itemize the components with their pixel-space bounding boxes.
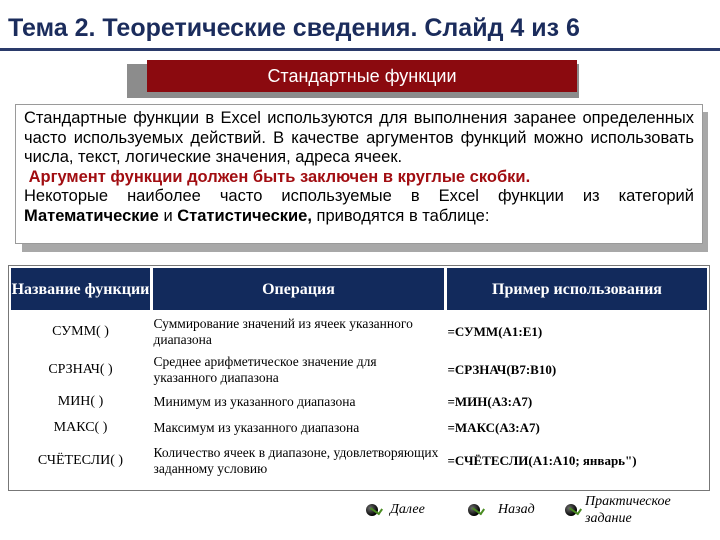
function-example: =СУММ(А1:Е1): [447, 324, 543, 339]
info-text: приводятся в таблице:: [311, 206, 490, 225]
function-name: МИН( ): [57, 394, 104, 409]
table-row: [10, 415, 709, 441]
info-paragraph-1: Стандартные функции в Excel используются для выполнения заранее определенных часто используемых действий. В качестве аргументов функций можно использовать числа, текст, логические значения, адреса ячеек.: [24, 109, 694, 166]
header-operation: Операция: [152, 267, 446, 312]
function-operation: Суммирование значений из ячеек указанного диапазона: [153, 316, 413, 347]
info-bold-stat: Статистические,: [177, 206, 312, 225]
table-header-row: [10, 267, 709, 312]
header-example: Пример использования: [446, 267, 709, 312]
functions-table: [8, 265, 710, 490]
function-example: =СЧЁТЕСЛИ(А1:А10; январь"): [447, 453, 637, 468]
info-text: и: [158, 206, 178, 225]
function-operation: Среднее арифметическое значение для указанного диапазона: [153, 354, 377, 385]
checkmark-bullet-icon: [565, 504, 577, 516]
title-divider: [0, 48, 720, 51]
section-banner: Стандартные функции: [147, 60, 577, 92]
function-example: =МИН(А3:А7): [447, 394, 533, 409]
practice-link[interactable]: [565, 490, 695, 530]
function-example: =СРЗНАЧ(В7:В10): [447, 362, 557, 377]
info-text: Некоторые наиболее часто используемые в Excel функции из категорий: [24, 187, 694, 205]
checkmark-bullet-icon: [366, 504, 378, 516]
table-row: [10, 441, 709, 481]
function-operation: Минимум из указанного диапазона: [153, 394, 356, 409]
function-name: СУММ( ): [52, 324, 109, 339]
header-function-name: Название функции: [10, 267, 152, 312]
function-name: СЧЁТЕСЛИ( ): [37, 453, 124, 468]
practice-label: Практическое задание: [585, 494, 671, 526]
slide-title: Тема 2. Теоретические сведения. Слайд 4 из 6: [8, 14, 580, 42]
next-label: Далее: [390, 502, 425, 517]
function-operation: Количество ячеек в диапазоне, удовлетворяющих заданному условию: [153, 445, 439, 476]
function-operation: Максимум из указанного диапазона: [153, 420, 360, 435]
info-bold-math: Математические: [24, 206, 159, 225]
info-highlight: Аргумент функции должен быть заключен в круглые скобки.: [28, 167, 531, 186]
info-paragraph-2: [24, 168, 694, 188]
table-row: [10, 312, 709, 352]
function-example: =МАКС(А3:А7): [447, 420, 540, 435]
info-paragraph-3: [24, 187, 694, 226]
back-label: Назад: [498, 502, 535, 517]
function-name: МАКС( ): [53, 420, 108, 435]
table-row: [10, 389, 709, 415]
function-name: СРЗНАЧ( ): [48, 362, 113, 377]
info-box: [15, 104, 703, 244]
back-link[interactable]: [468, 490, 535, 530]
checkmark-bullet-icon: [468, 504, 480, 516]
table-row: [10, 351, 709, 389]
next-link[interactable]: [366, 490, 425, 530]
